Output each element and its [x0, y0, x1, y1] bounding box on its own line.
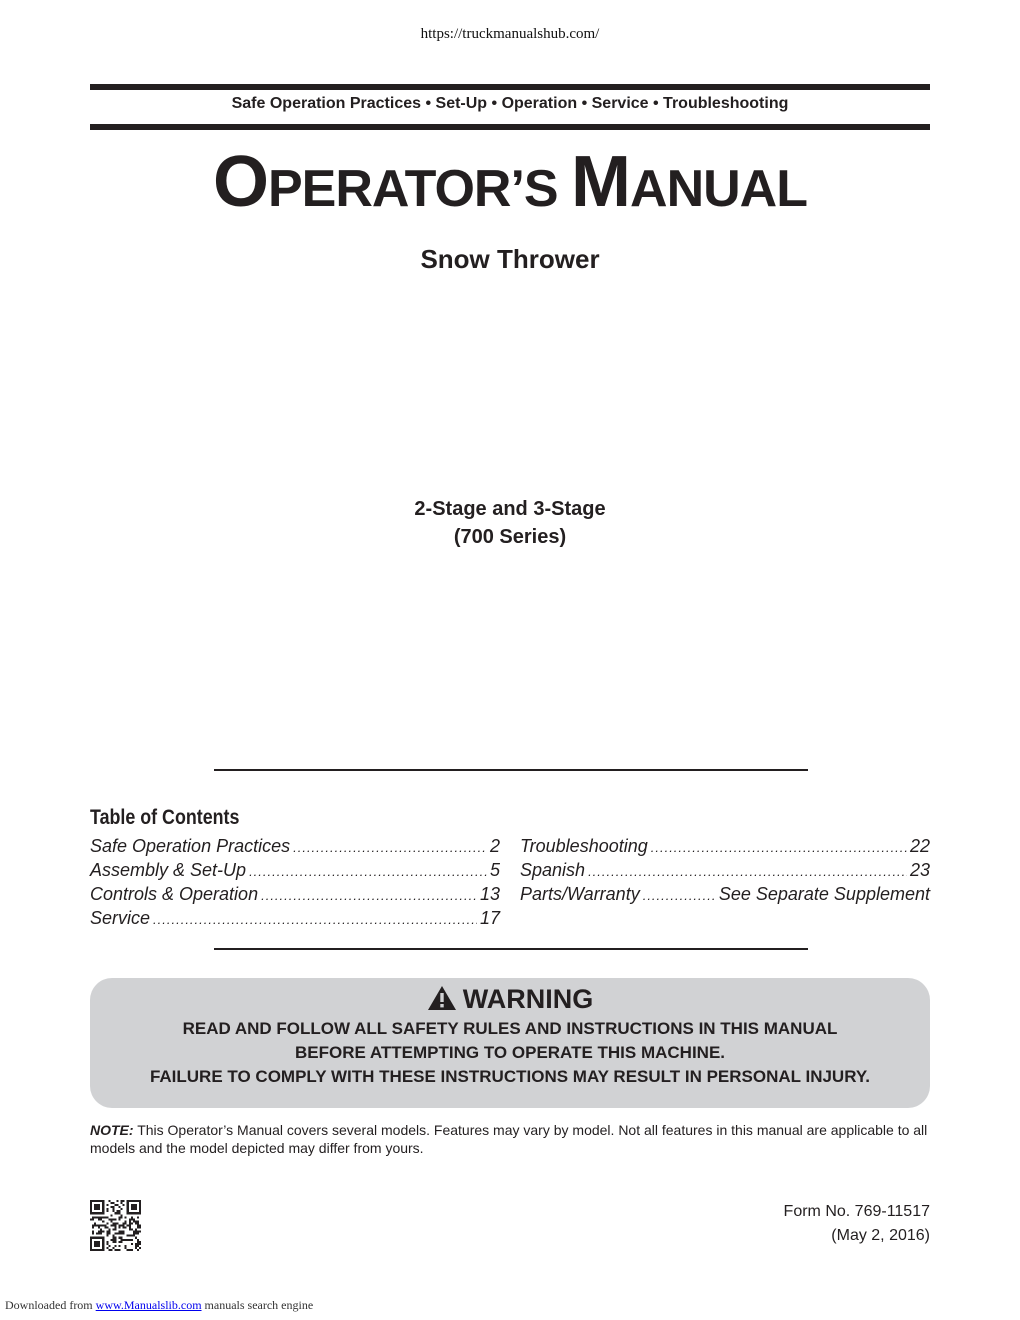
series-line-1: 2-Stage and 3-Stage — [414, 498, 606, 520]
toc-bottom-rule — [214, 948, 808, 950]
sections-line: Safe Operation Practices • Set-Up • Operation • Service • Troubleshooting — [231, 95, 789, 112]
title-space — [558, 160, 571, 218]
note-paragraph — [90, 1121, 930, 1157]
warning-heading — [0, 984, 1020, 1015]
footer-suffix: manuals search engine — [201, 1298, 314, 1312]
footer-link[interactable]: www.Manualslib.com — [95, 1298, 202, 1312]
warning-triangle-icon — [427, 985, 457, 1011]
page-title — [0, 142, 1020, 222]
toc-item[interactable] — [90, 860, 500, 884]
toc-leader — [261, 888, 477, 903]
subtitle: Snow Thrower — [420, 244, 600, 274]
toc-right-column — [520, 836, 930, 908]
toc-item[interactable] — [520, 860, 930, 884]
title-anual: ANUAL — [630, 160, 807, 218]
warning-line-1: READ AND FOLLOW ALL SAFETY RULES AND INSTRUCTIONS IN THIS MANUAL — [182, 1019, 838, 1038]
toc-item-label: Troubleshooting — [520, 836, 648, 856]
header-url: https://truckmanualshub.com/ — [420, 26, 600, 42]
bottom-rule — [90, 124, 930, 130]
form-number: Form No. 769-11517 — [783, 1203, 930, 1220]
footer — [5, 1298, 313, 1313]
toc-item[interactable] — [90, 836, 500, 860]
warning-text — [0, 1017, 1020, 1089]
note-text: This Operator’s Manual covers several models. Features may vary by model. Not all features in this manual are applicable to all models and the model depicted may differ from yours. — [90, 1122, 928, 1156]
note-label: NOTE: — [90, 1122, 134, 1138]
series-line-2: (700 Series) — [453, 526, 567, 548]
toc-leader — [249, 864, 487, 879]
toc-item-page: 22 — [909, 836, 930, 856]
warning-line-3: FAILURE TO COMPLY WITH THESE INSTRUCTIONS MAY RESULT IN PERSONAL INJURY. — [149, 1067, 871, 1086]
toc-item-page: 2 — [489, 836, 500, 856]
toc-item-label: Controls & Operation — [90, 884, 259, 904]
form-date: (May 2, 2016) — [831, 1227, 930, 1244]
qr-code-icon — [90, 1200, 141, 1251]
toc-heading: Table of Contents — [90, 806, 240, 829]
toc-item[interactable] — [520, 836, 930, 860]
warning-line-2: BEFORE ATTEMPTING TO OPERATE THIS MACHINE. — [294, 1043, 726, 1062]
toc-item-page: 17 — [479, 908, 500, 928]
toc-item-label: Safe Operation Practices — [90, 836, 291, 856]
toc-item[interactable] — [90, 908, 500, 932]
toc-item-page: 23 — [909, 860, 930, 880]
toc-leader — [153, 912, 477, 927]
toc-item-label: Assembly & Set-Up — [90, 860, 247, 880]
toc-item[interactable] — [90, 884, 500, 908]
series-block — [0, 495, 1020, 551]
toc-top-rule — [214, 769, 808, 771]
toc-item-label: Parts/Warranty — [520, 884, 640, 904]
toc-item-label: Spanish — [520, 860, 586, 880]
toc-leader — [293, 840, 487, 855]
toc-leader — [588, 864, 907, 879]
toc-item[interactable] — [520, 884, 930, 908]
title-o: O — [212, 142, 268, 222]
toc-item-label: Service — [90, 908, 151, 928]
toc-item-page: 13 — [479, 884, 500, 904]
top-rule — [90, 84, 930, 90]
warning-heading-text: WARNING — [462, 984, 594, 1014]
toc-leader — [651, 840, 907, 855]
title-perator: PERATOR — [268, 160, 511, 218]
form-info — [784, 1200, 930, 1248]
toc-left-column — [90, 836, 500, 932]
title-m: M — [571, 142, 631, 222]
footer-prefix: Downloaded from — [5, 1298, 96, 1312]
title-apostrophe: ’S — [510, 160, 558, 218]
toc-leader — [643, 888, 716, 903]
toc-item-page: See Separate Supplement — [718, 884, 930, 904]
toc-item-page: 5 — [489, 860, 500, 880]
